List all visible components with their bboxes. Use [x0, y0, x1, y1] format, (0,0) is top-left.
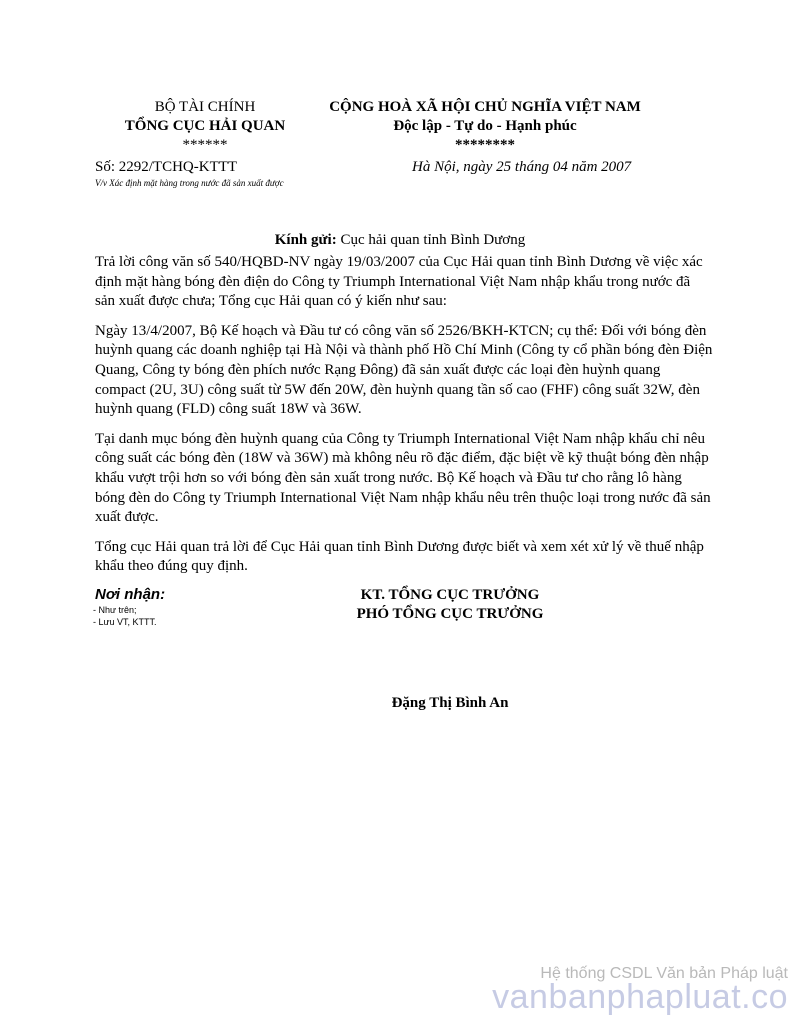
recipient-name: Cục hải quan tỉnh Bình Dương [340, 232, 526, 248]
body-paragraph: Tại danh mục bóng đèn huỳnh quang của Công ty Triumph International Việt Nam nhập khẩu chỉ nêu công suất các bóng đèn (18W và 36W) mà không nêu rõ đặc điểm, đặc biệt về kỹ thuật bóng đèn nhập khẩu vượt trội hơn so với bóng đèn sản xuất trong nước. Bộ Kế hoạch và Đầu tư cho rằng lô hàng bóng đèn do Công ty Triumph International Việt Nam nhập khẩu nêu trên thuộc loại trong nước đã sản xuất được. [95, 430, 711, 526]
watermark-caption: Hệ thống CSDL Văn bản Pháp luật [540, 965, 788, 982]
left-stars: ****** [182, 137, 228, 153]
body-paragraph: Ngày 13/4/2007, Bộ Kế hoạch và Đầu tư có công văn số 2526/BKH-KTCN; cụ thể: Đối với bóng đèn huỳnh quang các doanh nghiệp tại Hà Nội và thành phố Hồ Chí Minh (Công ty cổ phần bóng đèn Điện Quang, Công ty bóng đèn phích nước Rạng Đông) đã sản xuất được các loại đèn huỳnh quang compact (2U, 3U) công suất từ 5W đến 20W, đèn huỳnh quang tần số cao (FHF) công suất 32W, đèn huỳnh quang (FLD) công suất 18W và 36W. [95, 322, 713, 418]
recipient-line [0, 232, 800, 249]
receiver-item: - Như trên; [93, 605, 137, 615]
document-number: Số: 2292/TCHQ-KTTT [95, 159, 238, 175]
watermark-site: vanbanphapluat.co [492, 978, 788, 1016]
signature-title-1: KT. TỔNG CỤC TRƯỞNG [360, 587, 540, 603]
document-date: Hà Nội, ngày 25 tháng 04 năm 2007 [412, 159, 632, 175]
national-motto: Độc lập - Tự do - Hạnh phúc [393, 118, 577, 134]
signature-block [300, 586, 600, 624]
document-body [95, 253, 713, 587]
signer-name: Đặng Thị Bình An [391, 695, 509, 711]
right-stars: ******** [455, 137, 515, 153]
receivers-list [93, 604, 157, 628]
signature-title-2: PHÓ TỔNG CỤC TRƯỞNG [356, 606, 544, 622]
receivers-title: Nơi nhận: [95, 586, 166, 603]
ministry-name: BỘ TÀI CHÍNH [154, 99, 256, 115]
recipient-label: Kính gửi: [274, 232, 337, 248]
receiver-item: - Lưu VT, KTTT. [93, 617, 157, 627]
body-paragraph: Tổng cục Hải quan trả lời để Cục Hải quan tỉnh Bình Dương được biết và xem xét xử lý về thuế nhập khẩu theo đúng quy định. [95, 538, 704, 575]
department-name: TỔNG CỤC HẢI QUAN [124, 118, 286, 134]
document-subject: V/v Xác định mặt hàng trong nước đã sản xuất được [95, 178, 284, 188]
body-paragraph: Trả lời công văn số 540/HQBD-NV ngày 19/03/2007 của Cục Hải quan tỉnh Bình Dương về việc xác định mặt hàng bóng đèn điện do Công ty Triumph International Việt Nam nhập khẩu trong nước đã sản xuất được chưa; Tổng cục Hải quan có ý kiến như sau: [95, 254, 703, 310]
national-header [300, 98, 670, 155]
issuer-header [110, 98, 300, 155]
country-name: CỘNG HOÀ XÃ HỘI CHỦ NGHĨA VIỆT NAM [329, 99, 641, 115]
